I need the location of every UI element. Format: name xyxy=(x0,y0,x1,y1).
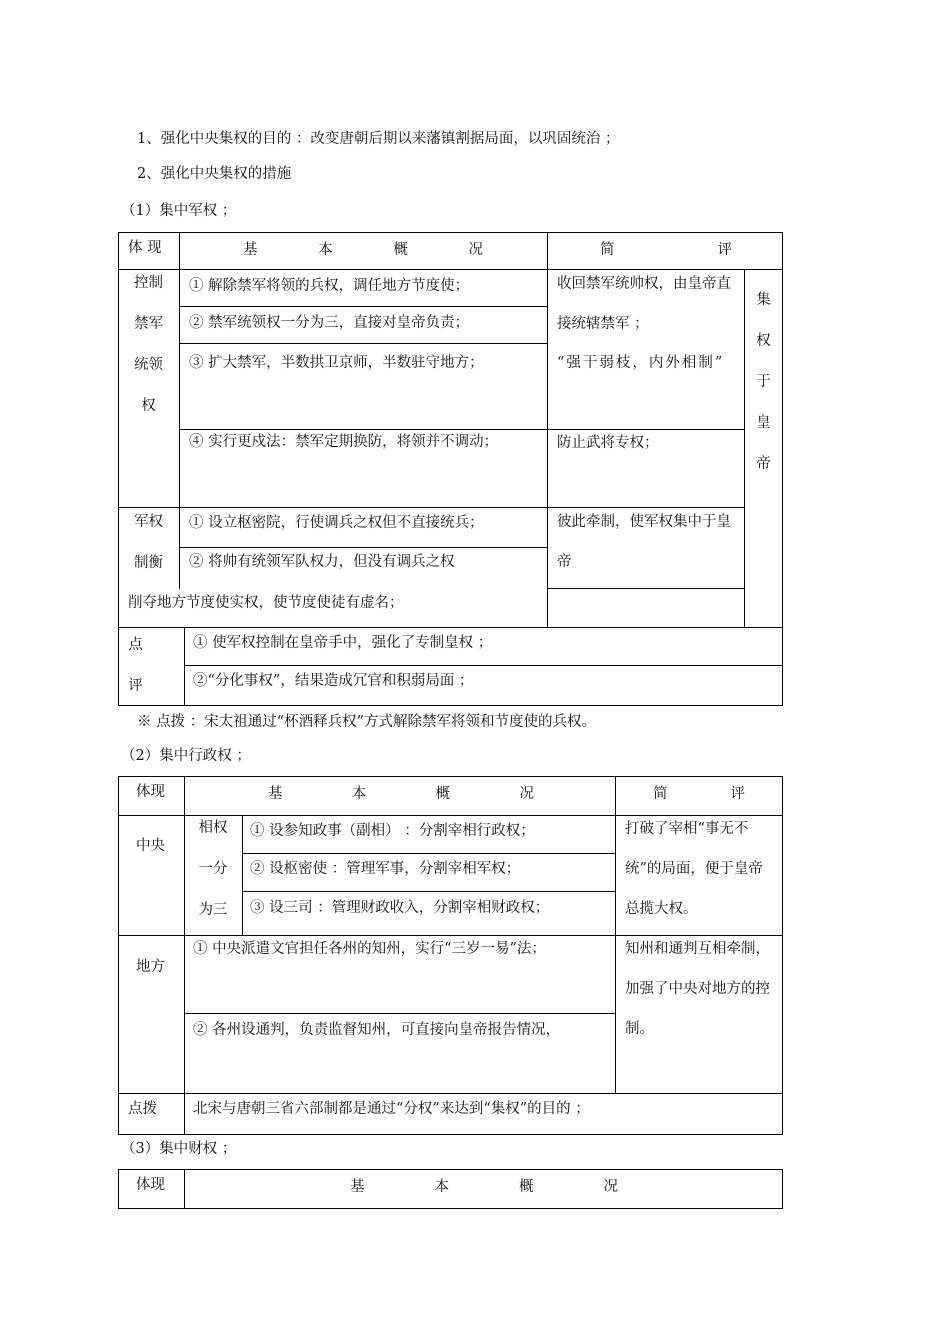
table3-header-basic: 基 本 概 况 xyxy=(350,1179,618,1195)
section-military-title: （1）集中军权 ； xyxy=(121,203,237,219)
central-item-3: ③ 设三司 ：管理财政收入，分割宰相财政权； xyxy=(250,900,550,916)
table1-header-embodiment: 体 现 xyxy=(128,240,162,256)
group-label-control-guard: 控制 禁军 统领 权 xyxy=(134,275,163,414)
review-item-1: ① 使军权控制在皇帝手中，强化了专制皇权 ； xyxy=(193,635,493,651)
local-military-item: 削夺地方节度使实权，使节度使徒有虚名； xyxy=(128,595,404,611)
comment-strong-trunk: “强干弱枝，内外相制” xyxy=(557,355,725,371)
local-item-1: ① 中央派遣文官担任各州的知州，实行“三岁一易”法； xyxy=(193,941,546,957)
section-finance-title: （3）集中财权 ； xyxy=(121,1141,237,1157)
comment-mutual-check: 彼此牵制，使军权集中于皇帝 xyxy=(557,514,731,570)
note-wine-cup: ※ 点拨 ：宋太祖通过“杯酒释兵权”方式解除禁军将领和节度使的兵权。 xyxy=(137,714,597,730)
central-item-2: ② 设枢密使 ：管理军事，分割宰相军权； xyxy=(250,861,521,877)
section-admin-title: （2）集中行政权 ； xyxy=(121,748,251,764)
chancellor-split-label: 相权 一分 为三 xyxy=(198,820,228,918)
tip-label: 点拨 xyxy=(128,1101,157,1117)
tip-text: 北宋与唐朝三省六部制都是通过“分权”来达到“集权”的目的 ； xyxy=(193,1101,590,1117)
table2-header-basic: 基 本 概 况 xyxy=(268,786,534,802)
military-item-3: ③ 扩大禁军，半数拱卫京师，半数驻守地方； xyxy=(189,355,484,371)
summary-centralize-to-emperor: 集 权 于 皇 帝 xyxy=(756,292,771,472)
central-comment: 打破了宰相“事无不统”的局面，便于皇帝总揽大权。 xyxy=(625,821,763,917)
table1-header-comment: 简 评 xyxy=(600,242,732,258)
comment-recall-command: 收回禁军统帅权，由皇帝直接统辖禁军 ； xyxy=(557,276,731,332)
military-item-1: ① 解除禁军将领的兵权，调任地方节度使； xyxy=(189,278,470,294)
military-item-2: ② 禁军统领权一分为三，直接对皇帝负责； xyxy=(189,315,470,331)
central-item-1: ① 设参知政事（副相） ：分割宰相行政权； xyxy=(250,823,535,839)
review-label: 点 评 xyxy=(128,637,143,694)
military-item-4: ④ 实行更戍法：禁军定期换防，将领并不调动； xyxy=(189,434,499,450)
balance-item-2: ② 将帅有统领军队权力，但没有调兵之权 xyxy=(189,554,455,570)
local-comment: 知州和通判互相牵制，加强了中央对地方的控制。 xyxy=(625,941,770,1037)
comment-prevent-autocracy: 防止武将专权； xyxy=(557,435,659,451)
balance-item-1: ① 设立枢密院，行使调兵之权但不直接统兵； xyxy=(189,515,484,531)
table2-header-comment: 简 评 xyxy=(653,786,745,802)
review-item-2: ②“分化事权”，结果造成冗官和积弱局面 ； xyxy=(193,673,474,689)
intro-measures: 2、强化中央集权的措施 xyxy=(137,166,292,182)
group-label-balance: 军权 制衡 xyxy=(134,514,163,571)
intro-purpose: 1、强化中央集权的目的 ：改变唐朝后期以来藩镇割据局面，以巩固统治 ； xyxy=(137,131,620,147)
central-label: 中央 xyxy=(136,838,165,854)
local-item-2: ② 各州设通判，负责监督知州，可直接向皇帝报告情况， xyxy=(193,1022,561,1038)
table3-header-embodiment: 体现 xyxy=(136,1177,165,1193)
table1-header-basic: 基 本 概 况 xyxy=(243,242,483,258)
local-label: 地方 xyxy=(136,959,165,975)
table2-header-embodiment: 体现 xyxy=(136,784,165,800)
